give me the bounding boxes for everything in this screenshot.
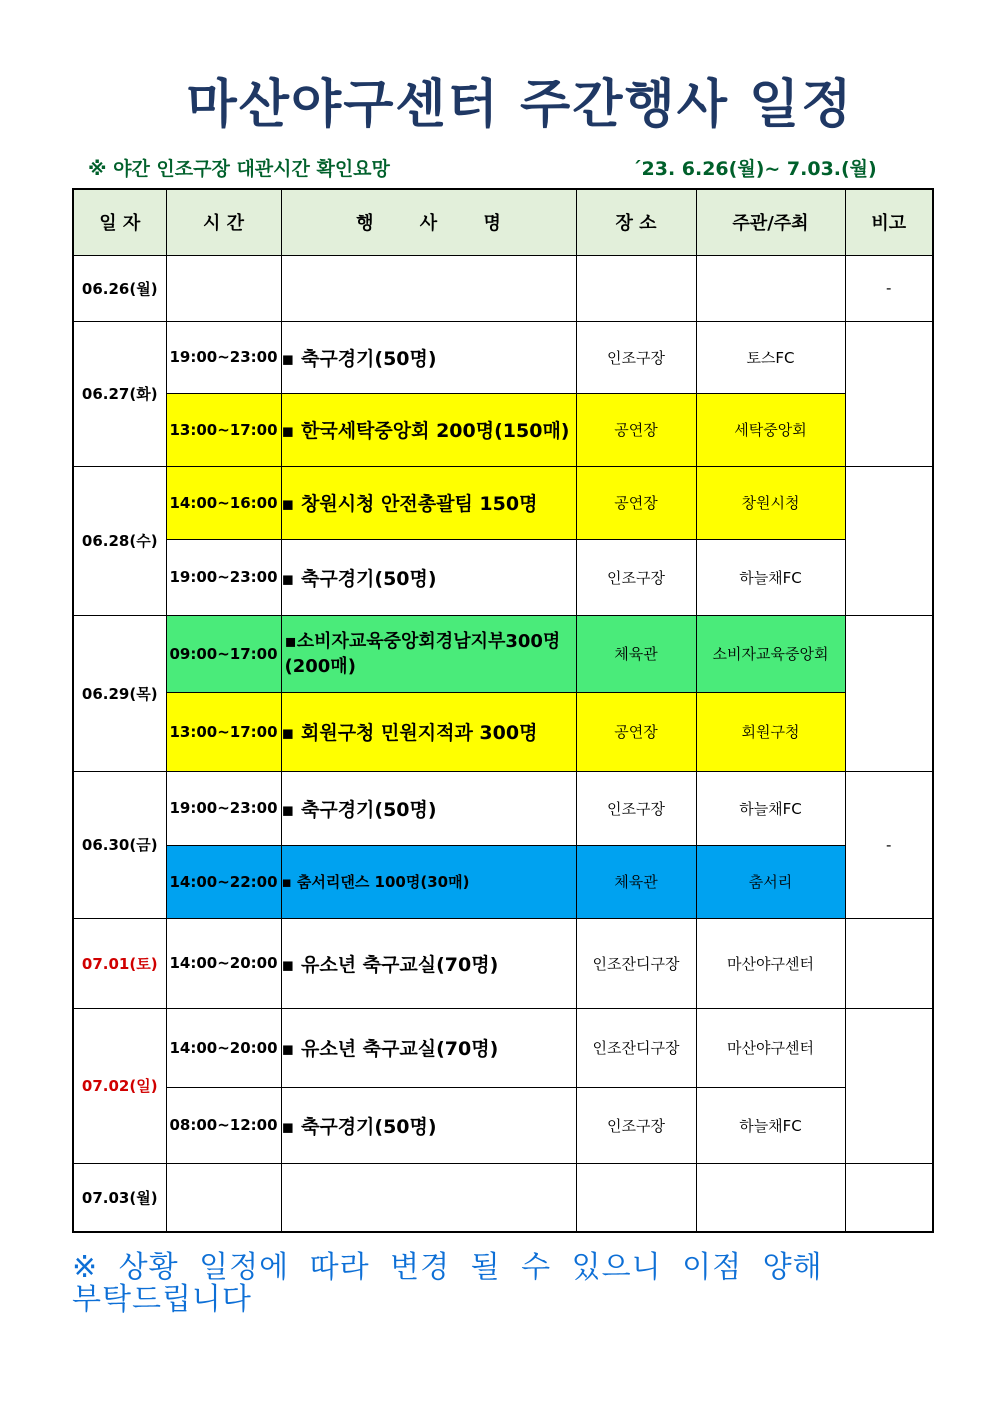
date-cell: 06.27(화): [73, 321, 166, 466]
table-row: [73, 845, 933, 918]
remark-cell: [845, 466, 933, 615]
time-cell: 14:00~20:00: [166, 1008, 281, 1087]
time-cell: 14:00~22:00: [166, 845, 281, 918]
schedule-table: [72, 188, 934, 1233]
host-cell: 세탁중앙회: [696, 393, 845, 466]
host-cell: 토스FC: [696, 321, 845, 393]
place-cell: 체육관: [576, 845, 696, 918]
remark-cell: [845, 1008, 933, 1163]
header-remark: 비고: [845, 189, 933, 255]
host-cell: 하늘채FC: [696, 771, 845, 845]
host-cell: 춤서리: [696, 845, 845, 918]
event-cell: ▪ 축구경기(50명): [281, 1087, 576, 1163]
host-cell: 하늘채FC: [696, 1087, 845, 1163]
remark-cell: [845, 615, 933, 771]
footer-notice: ※ 상황 일정에 따라 변경 될 수 있으니 이점 양해 부탁드립니다: [72, 1250, 823, 1317]
header-host: 주관/주최: [696, 189, 845, 255]
table-row: [73, 393, 933, 466]
date-cell: 07.02(일): [73, 1008, 166, 1163]
event-cell: ▪ 축구경기(50명): [281, 321, 576, 393]
table-row: [73, 918, 933, 1008]
date-cell: 07.03(월): [73, 1163, 166, 1232]
place-cell: [576, 1163, 696, 1232]
event-cell: [281, 1163, 576, 1232]
notice-text: ※ 야간 인조구장 대관시간 확인요망: [88, 158, 390, 180]
host-cell: 하늘채FC: [696, 539, 845, 615]
table-row: [73, 692, 933, 771]
table-row: [73, 255, 933, 321]
time-cell: 19:00~23:00: [166, 771, 281, 845]
period-text: ´23. 6.26(월)~ 7.03.(월): [632, 158, 877, 180]
page-title: 마산야구센터 주간행사 일정: [186, 75, 854, 135]
event-cell: ▪ 창원시청 안전총괄팀 150명: [281, 466, 576, 539]
place-cell: 인조구장: [576, 539, 696, 615]
time-cell: 09:00~17:00: [166, 615, 281, 692]
table-row: [73, 539, 933, 615]
date-cell: 06.26(월): [73, 255, 166, 321]
host-cell: 소비자교육중앙회: [696, 615, 845, 692]
host-cell: 회원구청: [696, 692, 845, 771]
time-cell: 13:00~17:00: [166, 692, 281, 771]
remark-cell: -: [845, 771, 933, 918]
event-cell: ▪ 한국세탁중앙회 200명(150매): [281, 393, 576, 466]
time-cell: [166, 255, 281, 321]
remark-cell: -: [845, 255, 933, 321]
header-date: 일 자: [73, 189, 166, 255]
place-cell: 인조잔디구장: [576, 918, 696, 1008]
remark-cell: [845, 1163, 933, 1232]
event-cell: ▪ 유소년 축구교실(70명): [281, 918, 576, 1008]
place-cell: [576, 255, 696, 321]
place-cell: 체육관: [576, 615, 696, 692]
header-row: [73, 189, 933, 255]
event-cell: ▪ 회원구청 민원지적과 300명: [281, 692, 576, 771]
event-cell: ▪ 축구경기(50명): [281, 771, 576, 845]
remark-cell: [845, 918, 933, 1008]
host-cell: [696, 255, 845, 321]
time-cell: 08:00~12:00: [166, 1087, 281, 1163]
place-cell: 공연장: [576, 466, 696, 539]
place-cell: 공연장: [576, 393, 696, 466]
host-cell: [696, 1163, 845, 1232]
place-cell: 인조구장: [576, 1087, 696, 1163]
time-cell: 19:00~23:00: [166, 321, 281, 393]
place-cell: 인조구장: [576, 771, 696, 845]
table-row: [73, 1163, 933, 1232]
event-cell: ▪ 춤서리댄스 100명(30매): [281, 845, 576, 918]
host-cell: 창원시청: [696, 466, 845, 539]
event-cell: [281, 255, 576, 321]
event-cell: ▪ 유소년 축구교실(70명): [281, 1008, 576, 1087]
time-cell: 19:00~23:00: [166, 539, 281, 615]
time-cell: 13:00~17:00: [166, 393, 281, 466]
table-row: [73, 615, 933, 692]
host-cell: 마산야구센터: [696, 1008, 845, 1087]
table-row: [73, 771, 933, 845]
time-cell: [166, 1163, 281, 1232]
header-time: 시 간: [166, 189, 281, 255]
table-row: [73, 466, 933, 539]
place-cell: 공연장: [576, 692, 696, 771]
date-cell: 06.28(수): [73, 466, 166, 615]
table-row: [73, 1087, 933, 1163]
header-event: 행 사 명: [281, 189, 576, 255]
place-cell: 인조구장: [576, 321, 696, 393]
table-row: [73, 321, 933, 393]
date-cell: 07.01(토): [73, 918, 166, 1008]
place-cell: 인조잔디구장: [576, 1008, 696, 1087]
event-cell: ▪ 축구경기(50명): [281, 539, 576, 615]
event-cell: ▪소비자교육중앙회경남지부300명(200매): [281, 615, 576, 692]
date-cell: 06.29(목): [73, 615, 166, 771]
time-cell: 14:00~20:00: [166, 918, 281, 1008]
date-cell: 06.30(금): [73, 771, 166, 918]
remark-cell: [845, 321, 933, 466]
header-place: 장 소: [576, 189, 696, 255]
table-row: [73, 1008, 933, 1087]
time-cell: 14:00~16:00: [166, 466, 281, 539]
host-cell: 마산야구센터: [696, 918, 845, 1008]
